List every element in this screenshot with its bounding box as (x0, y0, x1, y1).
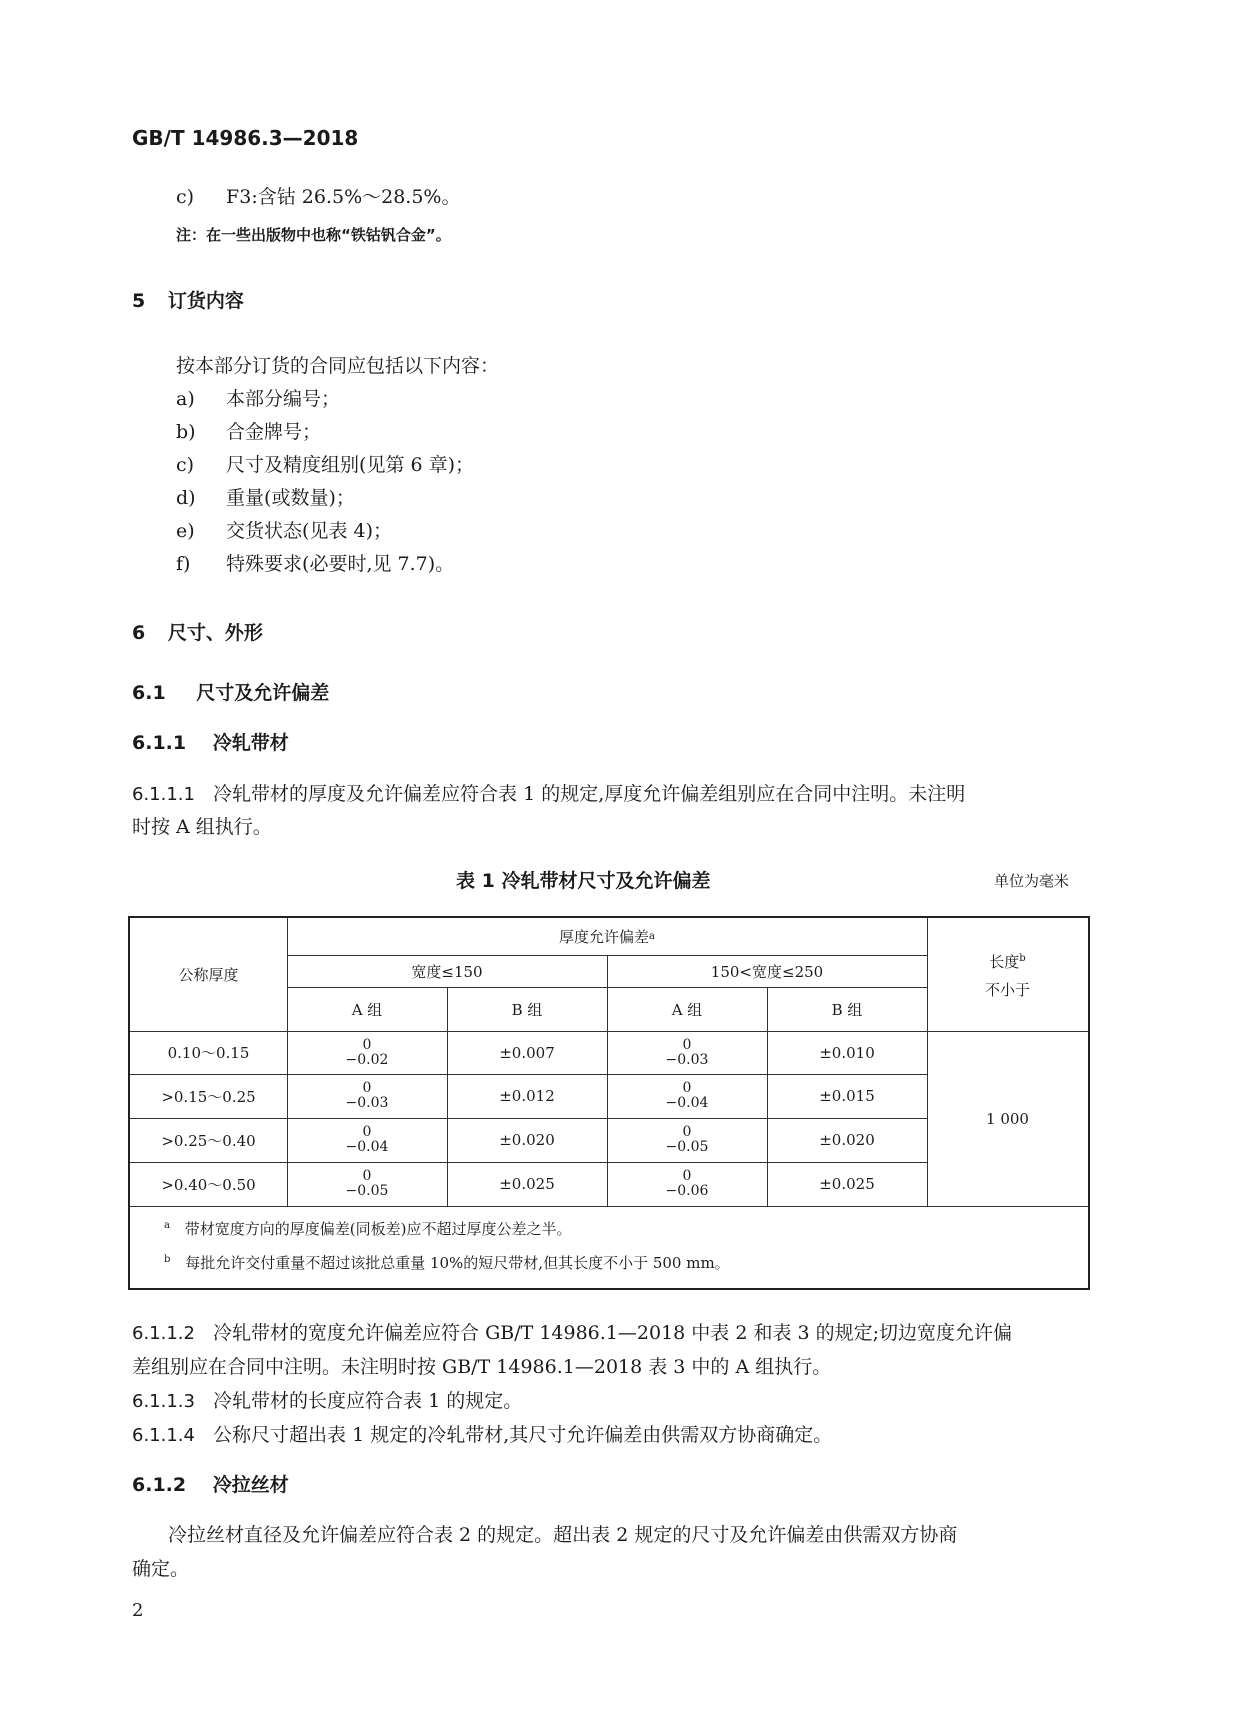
section-title: 订货内容 (167, 290, 244, 312)
list-label: c) (176, 186, 195, 208)
section-6-1-2-heading (132, 1470, 289, 1497)
footnote-mark: b (1019, 953, 1026, 964)
footnote-mark: a (164, 1220, 170, 1231)
upper: 0 (362, 1080, 372, 1096)
para-6-1-1-2 (132, 1318, 1012, 1345)
lower: −0.05 (665, 1139, 709, 1155)
table-cell-b2: ±0.015 (819, 1087, 875, 1105)
table-cell-a2 (607, 1118, 767, 1162)
upper: 0 (682, 1168, 692, 1184)
list-item-c (176, 182, 460, 209)
table-cell-a1 (287, 1074, 447, 1118)
footnote-mark: b (164, 1254, 171, 1265)
table-cell-b1: ±0.020 (499, 1131, 555, 1149)
note: 注：在一些出版物中也称“铁钴钒合金”。 (176, 226, 451, 244)
list-label: c) (176, 454, 195, 476)
header-group-b: B 组 (511, 1000, 543, 1019)
header-length (927, 918, 1088, 1031)
header-length-text: 长度 (989, 953, 1020, 971)
para-6-1-1-3 (132, 1386, 522, 1413)
lower: −0.04 (345, 1139, 389, 1155)
table-cell-b2: ±0.010 (819, 1043, 875, 1062)
table-cell-nominal: >0.15～0.25 (161, 1087, 256, 1106)
list-text: 重量(或数量)； (226, 487, 355, 509)
page-number: 2 (132, 1600, 144, 1621)
section-5-intro: 按本部分订货的合同应包括以下内容： (176, 355, 500, 377)
list-item (176, 450, 474, 477)
para-number: 6.1.1.4 (132, 1425, 195, 1446)
upper: 0 (362, 1124, 372, 1140)
lower: −0.03 (345, 1095, 389, 1111)
upper: 0 (682, 1036, 692, 1053)
section-number: 6.1.1 (132, 732, 187, 754)
table-unit: 单位为毫米 (994, 872, 1070, 890)
list-text: F3:含钴 26.5%～28.5%。 (226, 186, 461, 208)
section-number: 6 (132, 622, 146, 644)
lower: −0.03 (665, 1051, 709, 1068)
list-text: 本部分编号； (226, 388, 341, 410)
footnote-text: 每批允许交付重量不超过该批总重量 10%的短尺带材,但其长度不小于 500 mm。 (185, 1254, 730, 1272)
table-footnote-a (164, 1218, 571, 1239)
footnote-mark: a (649, 931, 655, 942)
table-cell-nominal: >0.40～0.50 (161, 1175, 256, 1194)
table-cell-a2 (607, 1074, 767, 1118)
table-cell-a1 (287, 1162, 447, 1206)
section-number: 6.1 (132, 682, 166, 704)
table-cell-b2: ±0.020 (819, 1131, 875, 1149)
standard-header: GB/T 14986.3—2018 (132, 126, 359, 150)
table-cell-b1: ±0.025 (499, 1175, 555, 1193)
table-caption: 表 1 冷轧带材尺寸及允许偏差 (456, 870, 711, 892)
table-cell-b1: ±0.007 (499, 1043, 555, 1062)
list-text: 尺寸及精度组别(见第 6 章)； (226, 454, 475, 476)
header-group-a: A 组 (671, 1000, 703, 1019)
lower: −0.04 (665, 1095, 709, 1111)
para-6-1-2: 冷拉丝材直径及允许偏差应符合表 2 的规定。超出表 2 规定的尺寸及允许偏差由供需双方协商 (168, 1524, 958, 1546)
list-label: b) (176, 421, 196, 443)
table-cell-b2: ±0.025 (819, 1175, 875, 1193)
section-6-heading (132, 618, 263, 645)
lower: −0.06 (665, 1183, 709, 1199)
header-thickness-tol (287, 918, 927, 955)
table-cell-length: 1 000 (986, 1109, 1029, 1128)
section-title: 尺寸及允许偏差 (196, 682, 330, 704)
para-6-1-1-4 (132, 1420, 832, 1447)
header-length-sub: 不小于 (984, 981, 1030, 999)
list-item (176, 516, 392, 543)
table-cell-nominal: 0.10～0.15 (167, 1044, 250, 1062)
section-number: 5 (132, 290, 146, 312)
list-label: d) (176, 487, 196, 509)
section-title: 冷拉丝材 (212, 1474, 289, 1496)
list-label: e) (176, 520, 195, 542)
table-footnote-b (164, 1252, 730, 1273)
upper: 0 (682, 1124, 692, 1140)
table-cell-a2 (607, 1031, 767, 1074)
list-label: f) (176, 553, 191, 575)
para-number: 6.1.1.3 (132, 1391, 195, 1412)
table-cell-nominal: >0.25～0.40 (161, 1131, 256, 1150)
list-item (176, 483, 355, 510)
footnote-text: 带材宽度方向的厚度偏差(同板差)应不超过厚度公差之半。 (184, 1220, 572, 1238)
section-number: 6.1.2 (132, 1474, 187, 1496)
para-text: 公称尺寸超出表 1 规定的冷轧带材,其尺寸允许偏差由供需双方协商确定。 (213, 1424, 833, 1446)
para-6-1-2-cont: 确定。 (132, 1558, 190, 1580)
list-text: 合金牌号； (226, 421, 322, 443)
section-title: 尺寸、外形 (167, 622, 263, 644)
section-6-1-heading (132, 678, 329, 705)
list-label: a) (176, 388, 195, 410)
list-text: 特殊要求(必要时,见 7.7)。 (226, 553, 455, 575)
header-thickness-tol-text: 厚度允许偏差 (559, 928, 650, 946)
table-1 (128, 916, 1090, 1290)
section-6-1-1-heading (132, 728, 289, 755)
para-number: 6.1.1.2 (132, 1323, 195, 1344)
header-group-b: B 组 (831, 1000, 863, 1019)
para-text: 冷轧带材的长度应符合表 1 的规定。 (213, 1390, 523, 1412)
header-width-le150: 宽度≤150 (411, 962, 483, 981)
section-title: 冷轧带材 (212, 732, 289, 754)
table-cell-a1 (287, 1031, 447, 1074)
header-width-150-250: 150<宽度≤250 (710, 962, 824, 981)
list-item (176, 549, 454, 576)
list-item (176, 417, 321, 444)
upper: 0 (682, 1080, 692, 1096)
header-nominal: 公称厚度 (178, 966, 239, 984)
header-group-a: A 组 (351, 1000, 383, 1019)
upper: 0 (362, 1036, 372, 1053)
table-cell-a1 (287, 1118, 447, 1162)
upper: 0 (362, 1168, 372, 1184)
para-text: 冷轧带材的宽度允许偏差应符合 GB/T 14986.1—2018 中表 2 和表 3 的规定;切边宽度允许偏 (213, 1322, 1013, 1344)
para-6-1-1-2-cont: 差组别应在合同中注明。未注明时按 GB/T 14986.1—2018 表 3 中的 A 组执行。 (132, 1356, 832, 1378)
list-item (176, 384, 340, 411)
header-length-line (989, 945, 1025, 976)
lower: −0.05 (345, 1183, 389, 1199)
para-number: 6.1.1.1 (132, 784, 195, 805)
section-5-heading (132, 286, 244, 313)
list-text: 交货状态(见表 4)； (226, 520, 393, 542)
para-text: 冷轧带材的厚度及允许偏差应符合表 1 的规定,厚度允许偏差组别应在合同中注明。未注明 (213, 783, 966, 805)
table-cell-b1: ±0.012 (499, 1087, 555, 1105)
para-6-1-1-1-cont: 时按 A 组执行。 (132, 816, 272, 838)
table-cell-a2 (607, 1162, 767, 1206)
lower: −0.02 (345, 1051, 389, 1068)
para-6-1-1-1 (132, 779, 965, 806)
